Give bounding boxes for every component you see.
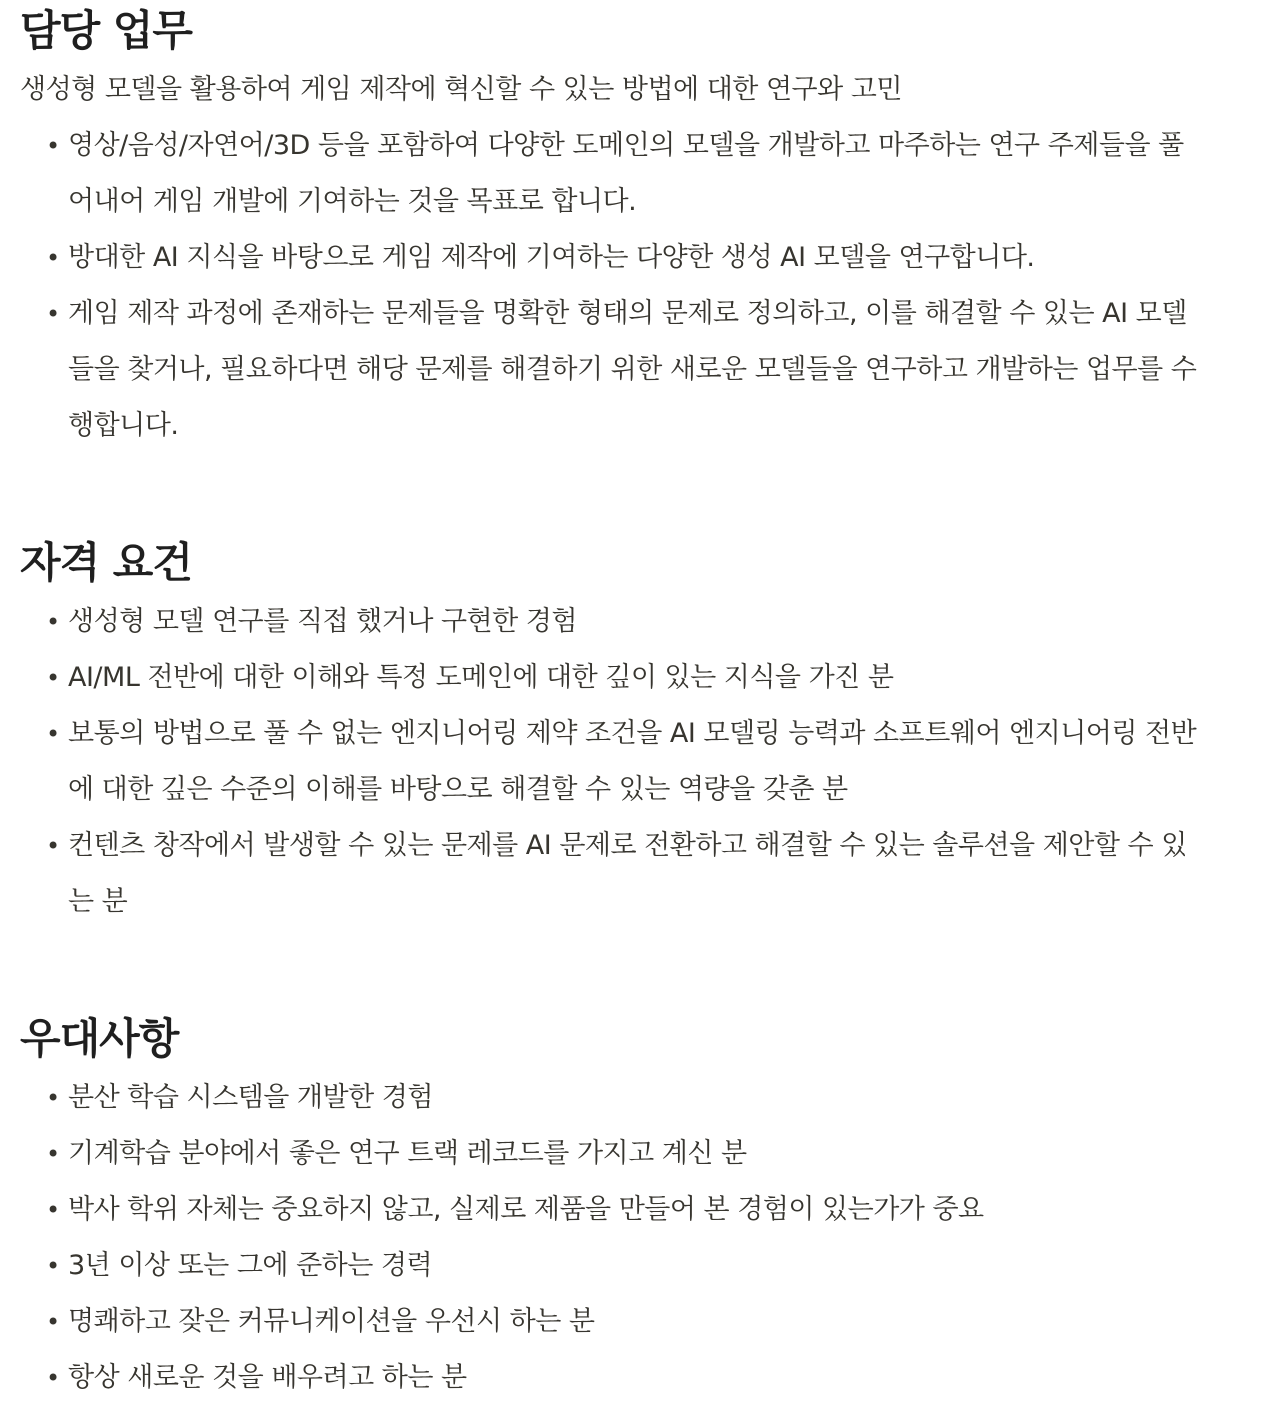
list-item-text: 3년 이상 또는 그에 준하는 경력 [68, 1250, 433, 1281]
list-item [20, 594, 1204, 650]
preferred-title: 우대사항 [20, 1014, 179, 1063]
list-item-text: 명쾌하고 잦은 커뮤니케이션을 우선시 하는 분 [68, 1306, 595, 1337]
list-item [20, 818, 1204, 930]
bullet-icon: • [46, 1084, 60, 1112]
qualifications-list [20, 594, 1204, 930]
bullet-icon: • [46, 664, 60, 692]
bullet-icon: • [46, 1308, 60, 1336]
list-item [20, 1182, 1204, 1238]
bullet-icon: • [46, 1140, 60, 1168]
list-item-text: 기계학습 분야에서 좋은 연구 트랙 레코드를 가지고 계신 분 [68, 1138, 747, 1169]
bullet-icon: • [46, 720, 60, 748]
preferred-list [20, 1070, 1204, 1406]
list-item [20, 1126, 1204, 1182]
list-item [20, 118, 1204, 230]
list-item-text: AI/ML 전반에 대한 이해와 특정 도메인에 대한 깊이 있는 지식을 가진 분 [68, 662, 894, 693]
bullet-icon: • [46, 132, 60, 160]
list-item [20, 1238, 1204, 1294]
bullet-icon: • [46, 244, 60, 272]
list-item-text: 영상/음성/자연어/3D 등을 포함하여 다양한 도메인의 모델을 개발하고 마주하는 연구 주제들을 풀어내어 게임 개발에 기여하는 것을 목표로 합니다. [68, 130, 1184, 217]
list-item-text: 항상 새로운 것을 배우려고 하는 분 [68, 1362, 467, 1393]
bullet-icon: • [46, 608, 60, 636]
list-item-text: 생성형 모델 연구를 직접 했거나 구현한 경험 [68, 606, 577, 637]
bullet-icon: • [46, 832, 60, 860]
bullet-icon: • [46, 1364, 60, 1392]
list-item-text: 컨텐츠 창작에서 발생할 수 있는 문제를 AI 문제로 전환하고 해결할 수 있는 솔루션을 제안할 수 있는 분 [68, 830, 1187, 917]
list-item-text: 게임 제작 과정에 존재하는 문제들을 명확한 형태의 문제로 정의하고, 이를 해결할 수 있는 AI 모델들을 찾거나, 필요하다면 해당 문제를 해결하기 위한 새로운 모델들을 연구하고 개발하는 업무를 수행합니다. [68, 298, 1197, 441]
list-item [20, 1070, 1204, 1126]
preferred-section [20, 1008, 1204, 1406]
duties-section [20, 0, 1204, 454]
qualifications-section [20, 532, 1204, 930]
duties-title: 담당 업무 [20, 6, 192, 55]
bullet-icon: • [46, 1252, 60, 1280]
list-item-text: 보통의 방법으로 풀 수 없는 엔지니어링 제약 조건을 AI 모델링 능력과 소프트웨어 엔지니어링 전반에 대한 깊은 수준의 이해를 바탕으로 해결할 수 있는 역량을 갖춘 분 [68, 718, 1197, 805]
list-item-text: 박사 학위 자체는 중요하지 않고, 실제로 제품을 만들어 본 경험이 있는가가 중요 [68, 1194, 984, 1225]
list-item [20, 1350, 1204, 1406]
list-item-text: 분산 학습 시스템을 개발한 경험 [68, 1082, 433, 1113]
list-item-text: 방대한 AI 지식을 바탕으로 게임 제작에 기여하는 다양한 생성 AI 모델을 연구합니다. [68, 242, 1035, 273]
list-item [20, 650, 1204, 706]
bullet-icon: • [46, 1196, 60, 1224]
duties-intro: 생성형 모델을 활용하여 게임 제작에 혁신할 수 있는 방법에 대한 연구와 고민 [20, 74, 902, 105]
duties-list [20, 118, 1204, 454]
list-item [20, 1294, 1204, 1350]
list-item [20, 706, 1204, 818]
list-item [20, 230, 1204, 286]
qualifications-title: 자격 요건 [20, 538, 192, 587]
bullet-icon: • [46, 300, 60, 328]
list-item [20, 286, 1204, 454]
